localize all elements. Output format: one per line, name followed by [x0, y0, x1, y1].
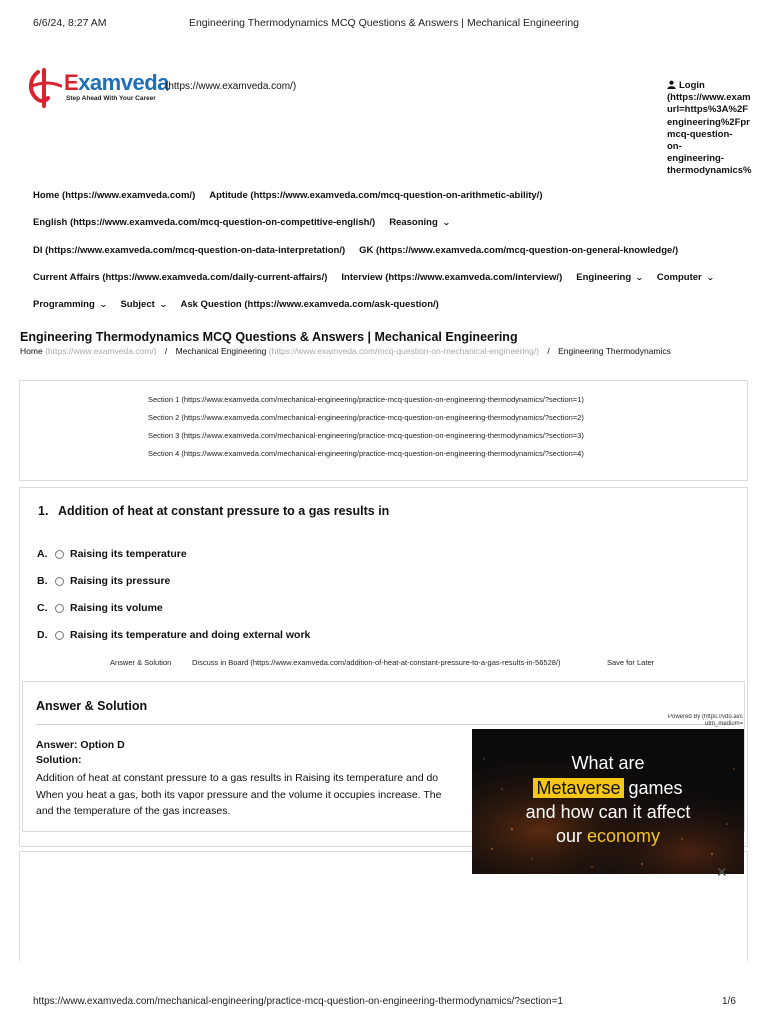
- powered-by[interactable]: [668, 714, 768, 728]
- option-letter: C.: [37, 602, 48, 614]
- ad-headline-3: and how can it affect: [525, 802, 691, 822]
- radio-button[interactable]: [55, 550, 64, 559]
- print-datetime: 6/6/24, 8:27 AM: [33, 17, 107, 29]
- radio-button[interactable]: [55, 604, 64, 613]
- chevron-down-icon: ⌄: [158, 300, 168, 310]
- main-nav: [33, 190, 753, 326]
- nav-item-label: Home (https://www.examveda.com/): [33, 190, 196, 201]
- save-for-later-button[interactable]: Save for Later: [607, 658, 655, 667]
- nav-item-label: Engineering: [576, 271, 632, 283]
- nav-item[interactable]: [33, 217, 375, 228]
- nav-item-label: GK (https://www.examveda.com/mcq-question-on-general-knowledge/): [359, 244, 679, 256]
- solution-line: Addition of heat at constant pressure to a gas results in Raising its temperature and do: [36, 772, 439, 784]
- nav-item[interactable]: [341, 272, 562, 283]
- solution-line: and the temperature of the gas increases.: [36, 805, 231, 817]
- chevron-down-icon: ⌄: [635, 272, 644, 282]
- nav-item-label: Ask Question (https://www.examveda.com/ask-question/): [180, 299, 439, 311]
- option-text: Raising its volume: [70, 602, 163, 614]
- nav-item[interactable]: [359, 245, 678, 256]
- question-number: 1.: [38, 504, 49, 518]
- option-letter: B.: [37, 575, 48, 587]
- breadcrumb-separator: /: [547, 346, 550, 356]
- option-text: Raising its pressure: [70, 575, 171, 587]
- nav-item-label: Subject: [120, 299, 155, 311]
- answer-solution-button[interactable]: Answer & Solution: [110, 658, 172, 667]
- nav-item-label: Reasoning: [389, 217, 438, 229]
- chevron-down-icon: ⌄: [705, 272, 715, 282]
- print-page-number: 1/6: [722, 996, 736, 1007]
- discuss-in-board-link[interactable]: Discuss in Board (https://www.examveda.com/addition-of-heat-at-constant-pressure-to-a-gas-results-in-56528/): [192, 658, 561, 667]
- radio-button[interactable]: [55, 631, 64, 640]
- logo-wordmark: Examveda: [64, 70, 169, 95]
- nav-item[interactable]: [33, 272, 327, 283]
- nav-item[interactable]: [33, 190, 195, 201]
- radio-button[interactable]: [55, 577, 64, 586]
- logo-tagline: Step Ahead With Your Career: [66, 95, 156, 102]
- option-b[interactable]: [37, 575, 170, 589]
- option-d[interactable]: [37, 629, 310, 643]
- breadcrumb-current: Engineering Thermodynamics: [558, 346, 671, 356]
- breadcrumb-separator: /: [164, 346, 168, 356]
- user-icon: [667, 80, 676, 89]
- nav-item[interactable]: [180, 299, 438, 310]
- print-title: Engineering Thermodynamics MCQ Questions & Answers | Mechanical Engineering: [188, 17, 580, 29]
- question-text: Addition of heat at constant pressure to a gas results in: [58, 504, 390, 518]
- section-link-2[interactable]: Section 2 (https://www.examveda.com/mechanical-engineering/practice-mcq-question-on-engineering-thermodynamics/?section=2): [148, 413, 584, 422]
- option-letter: A.: [37, 548, 48, 560]
- section-link-4[interactable]: Section 4 (https://www.examveda.com/mechanical-engineering/practice-mcq-question-on-engineering-thermodynamics/?section=4): [148, 449, 584, 458]
- nav-item-label: Current Affairs (https://www.examveda.com/daily-current-affairs/): [33, 271, 328, 283]
- nav-item[interactable]: [657, 272, 714, 283]
- sections-panel: [19, 380, 748, 481]
- nav-item-label: Computer: [656, 271, 702, 283]
- option-text: Raising its temperature: [70, 548, 187, 560]
- nav-item[interactable]: [576, 272, 643, 283]
- option-text: Raising its temperature and doing external work: [70, 629, 311, 641]
- nav-item-label: Programming: [33, 299, 95, 311]
- page-title: Engineering Thermodynamics MCQ Questions & Answers | Mechanical Engineering: [20, 330, 518, 344]
- print-footer-url: https://www.examveda.com/mechanical-engineering/practice-mcq-question-on-engineering-thermodynamics/?section=1: [33, 996, 563, 1007]
- breadcrumb-category[interactable]: Mechanical Engineering: [175, 346, 267, 356]
- examveda-logo-icon: [28, 68, 62, 108]
- nav-item-label: DI (https://www.examveda.com/mcq-question-on-data-interpretation/): [33, 244, 346, 256]
- login-text: Login (https://www.exam url=https%3A%2F engineering%2Fpr mcq-question- on- engineering- thermodynamics%: [667, 80, 752, 177]
- nav-item[interactable]: [33, 299, 106, 310]
- breadcrumb-home[interactable]: Home: [20, 346, 43, 356]
- nav-item-label: Interview (https://www.examveda.com/interview/): [341, 271, 563, 283]
- nav-row: [33, 272, 753, 299]
- nav-item-label: Aptitude (https://www.examveda.com/mcq-question-on-arithmetic-ability/): [209, 190, 543, 201]
- nav-item[interactable]: [120, 299, 166, 310]
- chevron-down-icon: ⌄: [98, 300, 108, 310]
- nav-row: [33, 299, 753, 326]
- option-letter: D.: [37, 629, 48, 641]
- video-ad[interactable]: [472, 729, 744, 874]
- answer-title: Answer & Solution: [36, 699, 148, 713]
- login-link[interactable]: [667, 80, 768, 178]
- nav-row: [33, 217, 753, 244]
- breadcrumb-category-url: (https://www.examveda.com/mcq-question-on-mechanical-engineering/): [268, 346, 540, 356]
- divider: [36, 724, 732, 725]
- ad-headline-2: Metaverse games: [472, 778, 744, 799]
- nav-item[interactable]: [33, 245, 345, 256]
- solution-line: When you heat a gas, both its vapor pressure and the volume it occupies increase. The: [36, 788, 442, 801]
- print-header: [0, 17, 768, 31]
- nav-item[interactable]: [389, 217, 449, 228]
- answer-option: Answer: Option D: [36, 739, 125, 751]
- nav-item[interactable]: [209, 190, 542, 201]
- section-link-1[interactable]: Section 1 (https://www.examveda.com/mechanical-engineering/practice-mcq-question-on-engineering-thermodynamics/?section=1): [148, 395, 584, 404]
- solution-label: Solution:: [36, 754, 82, 766]
- logo-url[interactable]: (https://www.examveda.com/): [165, 81, 297, 92]
- breadcrumb-home-url: (https://www.examveda.com/): [45, 346, 157, 356]
- chevron-down-icon: ⌄: [441, 218, 451, 228]
- ad-headline-1: What are: [571, 753, 645, 773]
- ad-headline-4: our economy: [555, 826, 661, 846]
- nav-item-label: English (https://www.examveda.com/mcq-question-on-competitive-english/): [33, 217, 376, 229]
- option-a[interactable]: [37, 548, 187, 562]
- close-icon[interactable]: ✕: [716, 864, 728, 880]
- option-c[interactable]: [37, 602, 163, 616]
- powered-by-url-2: utm_medium=: [705, 721, 744, 727]
- powered-by-url: (https://vdo.ai/c: [702, 714, 743, 720]
- section-link-3[interactable]: Section 3 (https://www.examveda.com/mechanical-engineering/practice-mcq-question-on-engineering-thermodynamics/?section=3): [148, 431, 584, 440]
- nav-row: [33, 245, 753, 272]
- nav-row: [33, 190, 753, 217]
- breadcrumb: [20, 346, 671, 356]
- powered-by-label: Powered By: [668, 714, 701, 720]
